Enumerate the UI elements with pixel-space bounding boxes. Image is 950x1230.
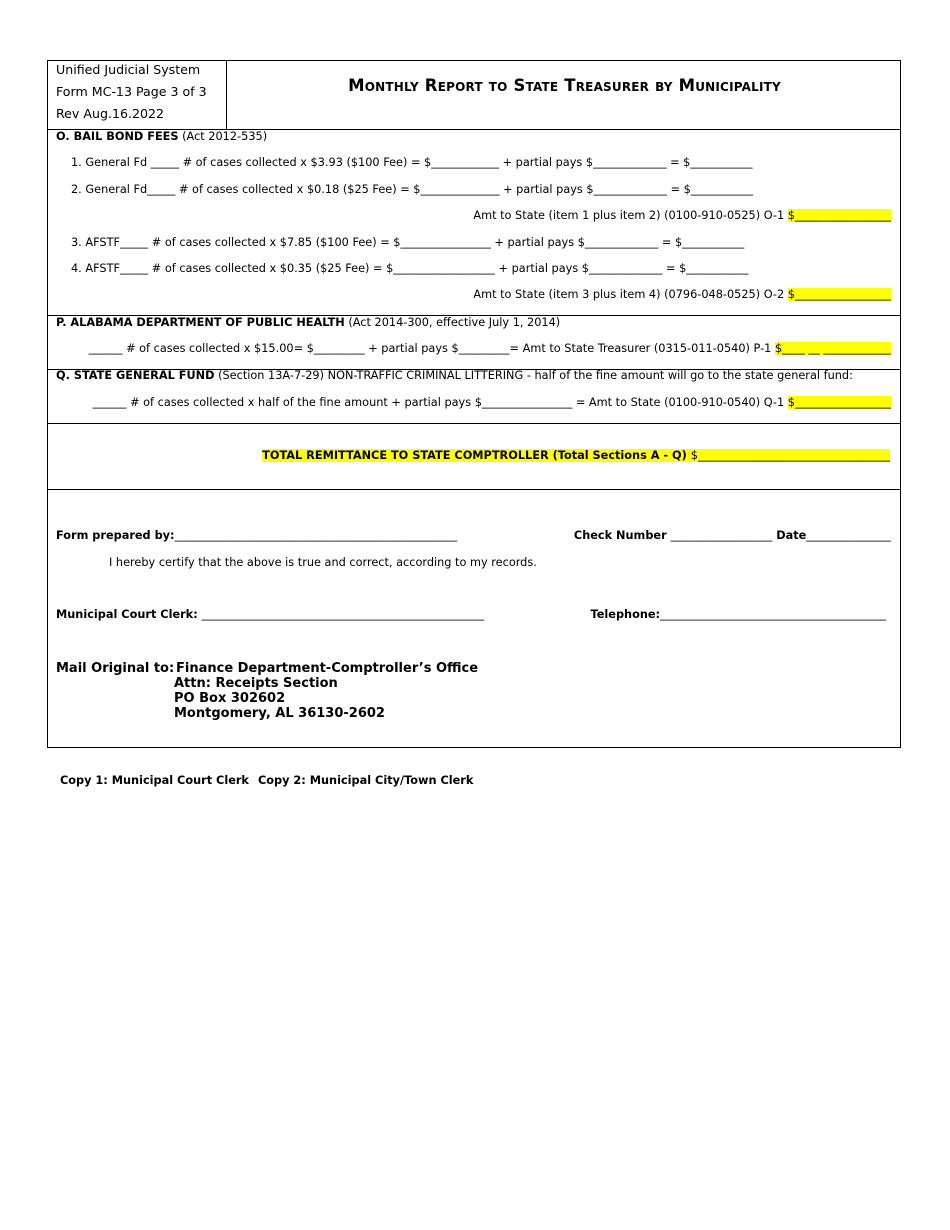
section-q-heading: Q. STATE GENERAL FUND [56,369,215,382]
section-p-heading: P. ALABAMA DEPARTMENT OF PUBLIC HEALTH [56,316,345,329]
clerk-label: Municipal Court Clerk: [56,608,202,621]
telephone-row [591,608,886,621]
total-label: TOTAL REMITTANCE TO STATE COMPTROLLER (Total Sections A - Q) [262,449,691,462]
section-o-line-1[interactable]: 1. General Fd _____ # of cases collected x $3.93 ($100 Fee) = $____________ + partial pays $_____________ = $___________ [71,156,753,169]
clerk-field[interactable]: __________________________________________________ [201,608,485,621]
form-number: Form MC-13 Page 3 of 3 [56,84,207,99]
section-o-header [56,130,267,143]
certification-statement: I hereby certify that the above is true and correct, according to my records. [109,556,537,569]
clerk-row [56,608,484,621]
section-q-description: (Section 13A-7-29) NON-TRAFFIC CRIMINAL LITTERING - half of the fine amount will go to the state general fund: [214,369,853,382]
section-o-act: (Act 2012-535) [178,130,268,143]
header-divider [226,61,227,130]
section-p-act: (Act 2014-300, effective July 1, 2014) [344,316,561,329]
subtotal-2-label: Amt to State (item 3 plus item 4) (0796-048-0525) O-2 [473,288,788,301]
form-title: Monthly Report to State Treasurer by Municipality [348,76,781,95]
section-p-line [89,342,891,355]
check-number-label: Check Number [573,529,671,542]
check-number-field[interactable]: __________________ [670,529,773,542]
date-field[interactable]: _______________ [806,529,891,542]
section-o-line-3[interactable]: 3. AFSTF_____ # of cases collected x $7.85 ($100 Fee) = $________________ + partial pays $_____________ = $___________ [71,236,745,249]
mail-address-line-1: Finance Department-Comptroller’s Office [176,661,479,676]
prepared-by-label: Form prepared by: [56,529,175,542]
check-date-row [574,529,891,542]
section-o-line-2[interactable]: 2. General Fd_____ # of cases collected x $0.18 ($25 Fee) = $______________ + partial pays $_____________ = $___________ [71,183,753,196]
section-o-line-4[interactable]: 4. AFSTF_____ # of cases collected x $0.35 ($25 Fee) = $__________________ + partial pays $_____________ = $___________ [71,262,749,275]
form-revision: Rev Aug.16.2022 [56,106,165,121]
section-o-subtotal-1 [473,209,891,222]
total-field[interactable]: $__________________________________ [690,449,890,462]
telephone-field[interactable]: ________________________________________ [660,608,886,621]
subtotal-2-field[interactable]: $_________________ [787,288,891,301]
section-p-formula[interactable]: ______ # of cases collected x $15.00= $_________ + partial pays $_________= Amt to State Treasurer (0315-011-0540) P-1 [88,342,775,355]
prepared-by-field[interactable]: __________________________________________________ [174,529,457,542]
section-q-header [56,369,853,382]
subtotal-1-field[interactable]: $_________________ [787,209,891,222]
mail-label: Mail Original to: [56,661,175,676]
section-p-header [56,316,560,329]
copy-2-note: Copy 2: Municipal City/Town Clerk [258,774,474,787]
total-remittance [262,449,890,462]
section-q-field[interactable]: $_________________ [787,396,891,409]
divider [48,489,900,490]
mail-address-line-2: Attn: Receipts Section [174,676,338,691]
system-name: Unified Judicial System [56,62,201,77]
section-q-formula[interactable]: ______ # of cases collected x half of the fine amount + partial pays $________________ = Amt to State (0100-910-0540) Q-1 [92,396,788,409]
prepared-by-row [56,529,457,542]
date-label: Date [772,529,807,542]
mail-address-line-4: Montgomery, AL 36130-2602 [174,706,385,721]
divider [48,423,900,424]
section-q-line [93,396,891,409]
subtotal-1-label: Amt to State (item 1 plus item 2) (0100-910-0525) O-1 [473,209,788,222]
section-o-heading: O. BAIL BOND FEES [56,130,179,143]
telephone-label: Telephone: [590,608,661,621]
report-form [47,60,901,748]
section-p-field[interactable]: $____ __ ____________ [774,342,891,355]
section-o-subtotal-2 [473,288,891,301]
copy-1-note: Copy 1: Municipal Court Clerk [60,774,249,787]
mail-address-line-3: PO Box 302602 [174,691,286,706]
